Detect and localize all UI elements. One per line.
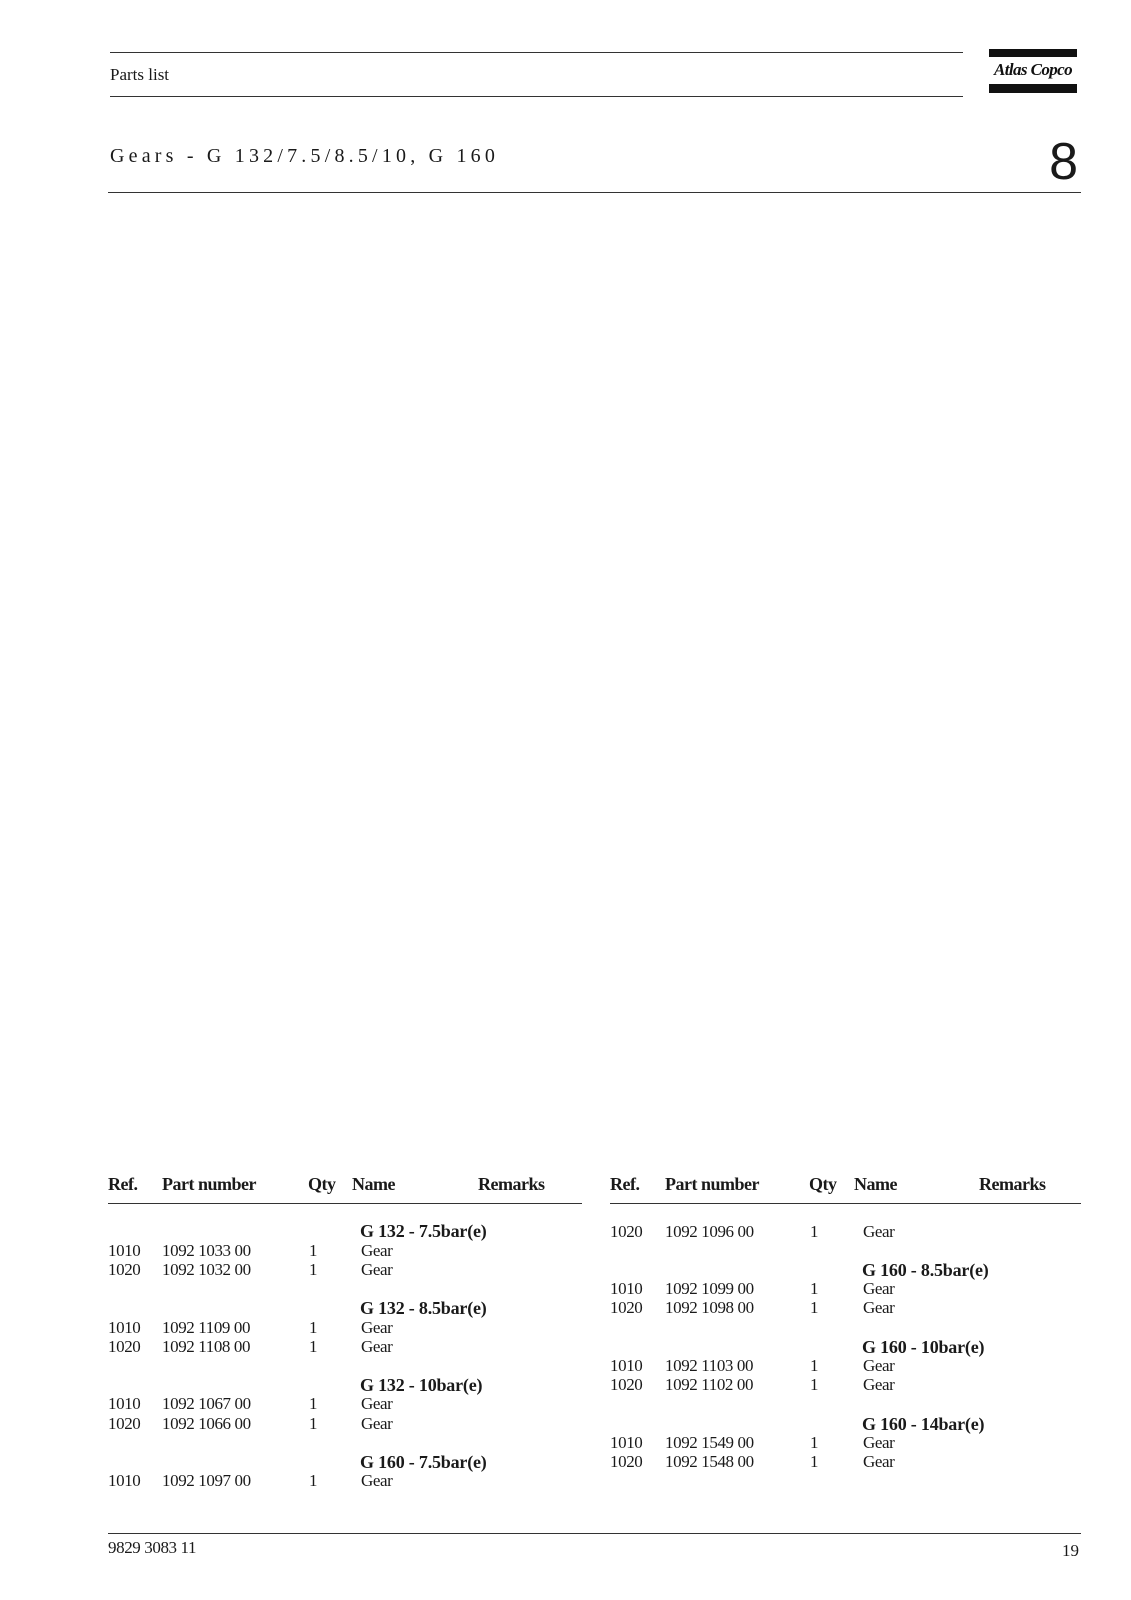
row-ref: 1010 [610, 1279, 643, 1298]
row-name: Gear [863, 1433, 895, 1452]
row-part-number: 1092 1098 00 [665, 1298, 754, 1317]
row-qty: 1 [309, 1414, 318, 1433]
row-ref: 1020 [610, 1222, 643, 1241]
row-qty: 1 [810, 1279, 819, 1298]
right-col-name-header: Name [854, 1174, 897, 1194]
footer-rule [108, 1533, 1081, 1534]
left-header-rule [108, 1203, 582, 1204]
row-qty: 1 [810, 1375, 819, 1394]
header-top-rule [110, 52, 963, 53]
row-name: Gear [863, 1222, 895, 1241]
right-header-rule [610, 1203, 1081, 1204]
left-col-qty-header: Qty [308, 1174, 336, 1194]
row-qty: 1 [309, 1318, 318, 1337]
row-ref: 1020 [108, 1414, 141, 1433]
group-heading: G 132 - 8.5bar(e) [360, 1298, 487, 1318]
group-heading: G 160 - 7.5bar(e) [360, 1452, 487, 1472]
row-name: Gear [863, 1279, 895, 1298]
row-part-number: 1092 1103 00 [665, 1356, 754, 1375]
row-name: Gear [863, 1298, 895, 1317]
row-ref: 1010 [108, 1394, 141, 1413]
row-qty: 1 [810, 1298, 819, 1317]
logo-wordmark: Atlas Copco [994, 60, 1072, 79]
row-part-number: 1092 1548 00 [665, 1452, 754, 1471]
left-col-ref-header: Ref. [108, 1174, 138, 1194]
group-heading: G 132 - 7.5bar(e) [360, 1221, 487, 1241]
title-rule [108, 192, 1081, 193]
row-part-number: 1092 1549 00 [665, 1433, 754, 1452]
page-title: Gears - G 132/7.5/8.5/10, G 160 [110, 145, 500, 167]
row-qty: 1 [309, 1471, 318, 1490]
row-qty: 1 [810, 1222, 819, 1241]
row-name: Gear [361, 1318, 393, 1337]
right-col-qty-header: Qty [809, 1174, 837, 1194]
row-name: Gear [863, 1375, 895, 1394]
row-part-number: 1092 1097 00 [162, 1471, 251, 1490]
row-ref: 1020 [610, 1452, 643, 1471]
row-qty: 1 [810, 1433, 819, 1452]
row-part-number: 1092 1099 00 [665, 1279, 754, 1298]
logo-bottom-bar [989, 84, 1077, 93]
row-name: Gear [361, 1471, 393, 1490]
logo-top-bar [989, 49, 1077, 57]
row-ref: 1020 [610, 1375, 643, 1394]
illustration-area [108, 200, 1081, 1160]
row-part-number: 1092 1109 00 [162, 1318, 251, 1337]
left-col-remarks-header: Remarks [478, 1174, 545, 1194]
row-part-number: 1092 1033 00 [162, 1241, 251, 1260]
left-col-partnumber-header: Part number [162, 1174, 256, 1194]
row-ref: 1010 [108, 1471, 141, 1490]
row-ref: 1010 [610, 1433, 643, 1452]
row-name: Gear [361, 1414, 393, 1433]
row-name: Gear [361, 1337, 393, 1356]
group-heading: G 160 - 8.5bar(e) [862, 1260, 989, 1280]
row-name: Gear [361, 1241, 393, 1260]
row-ref: 1010 [108, 1241, 141, 1260]
row-part-number: 1092 1102 00 [665, 1375, 754, 1394]
row-qty: 1 [309, 1241, 318, 1260]
row-qty: 1 [810, 1452, 819, 1471]
right-col-partnumber-header: Part number [665, 1174, 759, 1194]
footer-page-number: 19 [1062, 1541, 1079, 1560]
left-col-name-header: Name [352, 1174, 395, 1194]
row-ref: 1020 [108, 1260, 141, 1279]
row-ref: 1020 [108, 1337, 141, 1356]
row-qty: 1 [810, 1356, 819, 1375]
row-part-number: 1092 1067 00 [162, 1394, 251, 1413]
row-part-number: 1092 1096 00 [665, 1222, 754, 1241]
group-heading: G 160 - 10bar(e) [862, 1337, 985, 1357]
row-name: Gear [863, 1452, 895, 1471]
row-name: Gear [361, 1260, 393, 1279]
row-ref: 1020 [610, 1298, 643, 1317]
right-col-remarks-header: Remarks [979, 1174, 1046, 1194]
row-part-number: 1092 1066 00 [162, 1414, 251, 1433]
row-qty: 1 [309, 1260, 318, 1279]
header-bottom-rule [110, 96, 963, 97]
header-label: Parts list [110, 65, 170, 84]
group-heading: G 132 - 10bar(e) [360, 1375, 483, 1395]
group-heading: G 160 - 14bar(e) [862, 1414, 985, 1434]
row-part-number: 1092 1108 00 [162, 1337, 251, 1356]
section-number: 8 [1049, 133, 1078, 191]
row-part-number: 1092 1032 00 [162, 1260, 251, 1279]
row-name: Gear [361, 1394, 393, 1413]
row-qty: 1 [309, 1394, 318, 1413]
atlas-copco-logo [989, 49, 1077, 93]
row-name: Gear [863, 1356, 895, 1375]
row-qty: 1 [309, 1337, 318, 1356]
footer-document-number: 9829 3083 11 [108, 1538, 197, 1557]
row-ref: 1010 [108, 1318, 141, 1337]
right-col-ref-header: Ref. [610, 1174, 640, 1194]
row-ref: 1010 [610, 1356, 643, 1375]
